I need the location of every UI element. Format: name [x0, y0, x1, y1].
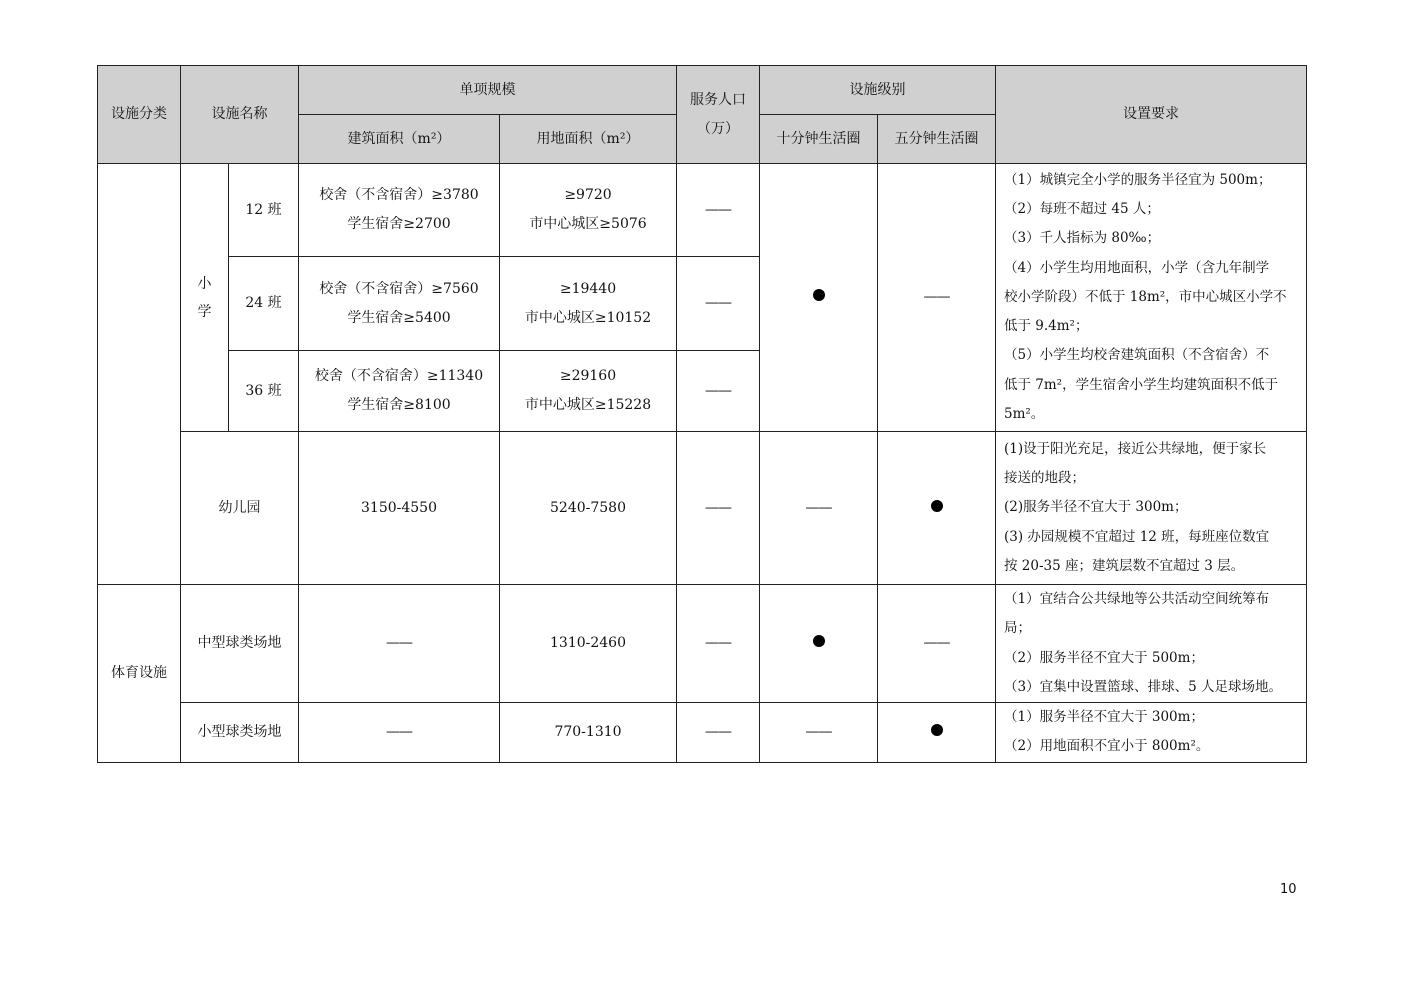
requirement-line: （4）小学生均用地面积，小学（含九年制学 [1004, 259, 1270, 276]
header-name: 设施名称 [181, 66, 299, 164]
land-line: 市中心城区≥5076 [529, 216, 647, 232]
header-population-label: 服务人口 [690, 91, 746, 108]
page-number: 10 [1280, 882, 1297, 897]
requirement-line: （2）每班不超过 45 人； [1004, 200, 1160, 217]
requirement-line: (1)设于阳光充足，接近公共绿地，便于家长 [1004, 440, 1267, 457]
five-min-cell [878, 432, 996, 585]
dot-marker [931, 500, 943, 512]
primary-requirements [996, 164, 1307, 432]
classes-cell: 36 班 [229, 351, 299, 432]
population-cell: —— [677, 703, 760, 763]
building-cell: —— [299, 703, 500, 763]
table-row [98, 585, 1307, 703]
primary-school-label [181, 164, 229, 432]
building-cell [299, 257, 500, 351]
population-cell: —— [677, 432, 760, 585]
small-court-requirements [996, 703, 1307, 763]
header-requirement: 设置要求 [996, 66, 1307, 164]
building-line: 学生宿舍≥2700 [347, 216, 451, 232]
table-row [98, 703, 1307, 763]
requirement-line: (2)服务半径不宜大于 300m； [1004, 499, 1188, 516]
building-line: 校舍（不含宿舍）≥7560 [319, 280, 479, 297]
requirement-line: 5m²。 [1004, 406, 1045, 423]
population-cell: —— [677, 585, 760, 703]
facility-table [97, 65, 1307, 763]
header-population-unit: （万） [697, 120, 739, 137]
table-row [98, 432, 1307, 585]
land-cell: 1310-2460 [500, 585, 677, 703]
header-ten-min: 十分钟生活圈 [760, 115, 878, 164]
five-min-cell: —— [878, 164, 996, 432]
land-line: 市中心城区≥15228 [524, 397, 652, 413]
requirement-line: （1）服务半径不宜大于 300m； [1004, 709, 1204, 726]
ten-min-cell: —— [760, 432, 878, 585]
requirement-line: (3) 办园规模不宜超过 12 班，每班座位数宜 [1004, 528, 1270, 545]
header-scale: 单项规模 [299, 66, 677, 115]
requirement-line: 校小学阶段）不低于 18m²，市中心城区小学不 [1004, 288, 1287, 305]
table-row [98, 164, 1307, 257]
requirement-line: （3）千人指标为 80‰； [1004, 230, 1161, 247]
land-cell [500, 351, 677, 432]
header-category: 设施分类 [98, 66, 181, 164]
land-cell: 770-1310 [500, 703, 677, 763]
population-cell: —— [677, 351, 760, 432]
requirement-line: （1）宜结合公共绿地等公共活动空间统筹布 [1004, 591, 1270, 607]
requirement-line: 按 20-35 座；建筑层数不宜超过 3 层。 [1004, 557, 1245, 574]
land-line: 市中心城区≥10152 [524, 309, 652, 326]
primary-label-char-1: 小 [197, 275, 212, 292]
requirement-line: （2）服务半径不宜大于 500m； [1004, 649, 1204, 666]
five-min-cell: —— [878, 585, 996, 703]
building-line: 校舍（不含宿舍）≥11340 [314, 368, 484, 384]
population-cell: —— [677, 164, 760, 257]
five-min-cell [878, 703, 996, 763]
land-cell [500, 257, 677, 351]
header-building-area: 建筑面积（m²） [299, 115, 500, 164]
requirement-line: 局； [1004, 620, 1031, 637]
header-population [677, 66, 760, 164]
kindergarten-name: 幼儿园 [181, 432, 299, 585]
header-five-min: 五分钟生活圈 [878, 115, 996, 164]
ten-min-cell [760, 585, 878, 703]
building-cell: —— [299, 585, 500, 703]
classes-cell: 24 班 [229, 257, 299, 351]
dot-marker [931, 724, 943, 736]
small-court-name: 小型球类场地 [181, 703, 299, 763]
requirement-line: 接送的地段； [1004, 470, 1085, 487]
land-cell: 5240-7580 [500, 432, 677, 585]
building-cell [299, 351, 500, 432]
classes-cell: 12 班 [229, 164, 299, 257]
medium-court-name: 中型球类场地 [181, 585, 299, 703]
requirement-line: （3）宜集中设置篮球、排球、5 人足球场地。 [1004, 678, 1282, 695]
requirement-line: 低于 9.4m²； [1004, 318, 1089, 335]
requirement-line: 低于 7m²，学生宿舍小学生均建筑面积不低于 [1004, 376, 1279, 393]
category-education-cell [98, 164, 181, 585]
dot-marker [813, 635, 825, 647]
category-sports: 体育设施 [98, 585, 181, 763]
medium-court-requirements [996, 585, 1307, 703]
building-line: 学生宿舍≥8100 [347, 397, 451, 413]
land-line: ≥29160 [559, 368, 617, 384]
building-line: 校舍（不含宿舍）≥3780 [319, 187, 479, 203]
requirement-line: （5）小学生均校舍建筑面积（不含宿舍）不 [1004, 347, 1270, 364]
requirement-line: （2）用地面积不宜小于 800m²。 [1004, 738, 1210, 755]
header-land-area: 用地面积（m²） [500, 115, 677, 164]
ten-min-cell: —— [760, 703, 878, 763]
building-cell: 3150-4550 [299, 432, 500, 585]
building-cell [299, 164, 500, 257]
kindergarten-requirements [996, 432, 1307, 585]
land-cell [500, 164, 677, 257]
land-line: ≥9720 [564, 187, 612, 203]
primary-label-char-2: 学 [197, 303, 212, 320]
header-level: 设施级别 [760, 66, 996, 115]
population-cell: —— [677, 257, 760, 351]
requirement-line: （1）城镇完全小学的服务半径宜为 500m； [1004, 171, 1272, 188]
dot-marker [813, 289, 825, 301]
building-line: 学生宿舍≥5400 [347, 309, 451, 326]
ten-min-cell [760, 164, 878, 432]
land-line: ≥19440 [559, 280, 617, 297]
